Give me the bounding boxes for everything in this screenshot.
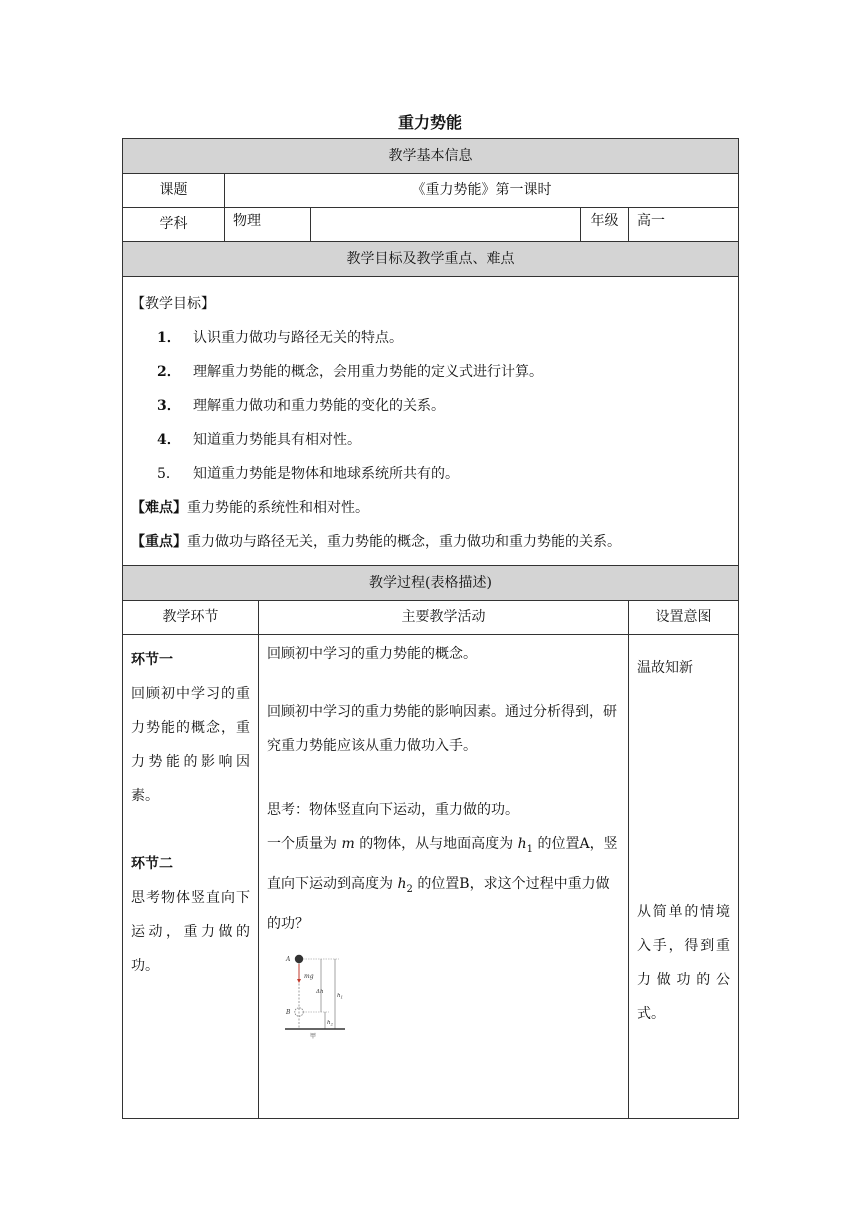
topic-row xyxy=(123,174,739,208)
spacer xyxy=(637,685,730,895)
intent-cell xyxy=(629,635,739,1119)
delta-h-label: Δh xyxy=(316,988,324,995)
difficulty-label: 【难点】 xyxy=(131,500,187,516)
h2-label: $h_2$ xyxy=(327,1019,334,1027)
process-header-row xyxy=(123,566,739,601)
activity4: 一个质量为 m 的物体，从与地面高度为 $h_1$ 的位置A，竖直向下运动到高度为 $h_2$ 的位置B，求这个过程中重力做的功？ xyxy=(267,836,618,932)
stage2-title: 环节二 xyxy=(131,856,173,872)
key-point-label: 【重点】 xyxy=(131,534,187,550)
goal-heading: 【教学目标】 xyxy=(131,296,215,312)
document-title: 重力势能 xyxy=(397,113,462,132)
subject-row xyxy=(123,208,739,242)
goal-item: 4． 知道重力势能具有相对性。 xyxy=(157,432,361,448)
process-header: 教学过程(表格描述) xyxy=(123,566,739,601)
subject-blank-cell xyxy=(311,208,581,242)
activity1: 回顾初中学习的重力势能的概念。 xyxy=(267,646,477,662)
intent1: 温故知新 xyxy=(637,660,693,676)
activity2: 回顾初中学习的重力势能的影响因素。通过分析得到，研究重力势能应该从重力做功入手。 xyxy=(267,704,617,754)
column-stage: 教学环节 xyxy=(123,601,259,635)
stage1-title: 环节一 xyxy=(131,652,173,668)
process-content-row xyxy=(123,635,739,1119)
basic-info-header-row xyxy=(123,139,739,174)
stage2-text: 思考物体竖直向下运动，重力做的功。 xyxy=(131,890,250,974)
spacer xyxy=(131,813,250,847)
goal-item: 3． 理解重力做功和重力势能的变化的关系。 xyxy=(157,398,445,414)
difficulty-line xyxy=(131,491,730,525)
figure-caption: 甲 xyxy=(310,1032,317,1040)
activity3: 思考：物体竖直向下运动，重力做的功。 xyxy=(267,802,519,818)
grade-value: 高一 xyxy=(629,208,739,242)
lesson-plan-table xyxy=(122,138,739,1119)
stage-cell xyxy=(123,635,259,1119)
difficulty-text: 重力势能的系统性和相对性。 xyxy=(187,500,369,516)
h1-label: $h_1$ xyxy=(337,992,344,1000)
subject-value: 物理 xyxy=(225,208,311,242)
objectives-header: 教学目标及教学重点、难点 xyxy=(123,242,739,277)
column-intent: 设置意图 xyxy=(629,601,739,635)
topic-label: 课题 xyxy=(123,174,225,208)
object-a-ball-icon xyxy=(295,954,303,962)
falling-object-figure xyxy=(281,951,620,1043)
spacer xyxy=(267,763,620,793)
process-columns-row xyxy=(123,601,739,635)
objectives-row xyxy=(123,277,739,566)
grade-label: 年级 xyxy=(581,208,629,242)
goal-item: 2． 理解重力势能的概念，会用重力势能的定义式进行计算。 xyxy=(157,364,543,380)
objectives-cell xyxy=(123,277,739,566)
label-a: A xyxy=(286,955,291,963)
key-point-text: 重力做功与路径无关，重力势能的概念，重力做功和重力势能的关系。 xyxy=(187,534,621,550)
spacer xyxy=(267,665,620,695)
column-activity: 主要教学活动 xyxy=(259,601,629,635)
objectives-header-row xyxy=(123,242,739,277)
stage1-text: 回顾初中学习的重力势能的概念，重力势能的影响因素。 xyxy=(131,686,250,804)
mg-label: mg xyxy=(304,972,314,980)
goal-item: 1． 认识重力做功与路径无关的特点。 xyxy=(157,330,403,346)
intent2: 从简单的情境入手，得到重力做功的公式。 xyxy=(637,904,731,1022)
label-b: B xyxy=(286,1008,291,1016)
key-point-line xyxy=(131,525,730,559)
activity-cell xyxy=(259,635,629,1119)
basic-info-header: 教学基本信息 xyxy=(123,139,739,174)
subject-label: 学科 xyxy=(123,208,225,242)
goal-item: 5． 知道重力势能是物体和地球系统所共有的。 xyxy=(157,466,459,482)
topic-value: 《重力势能》第一课时 xyxy=(225,174,739,208)
